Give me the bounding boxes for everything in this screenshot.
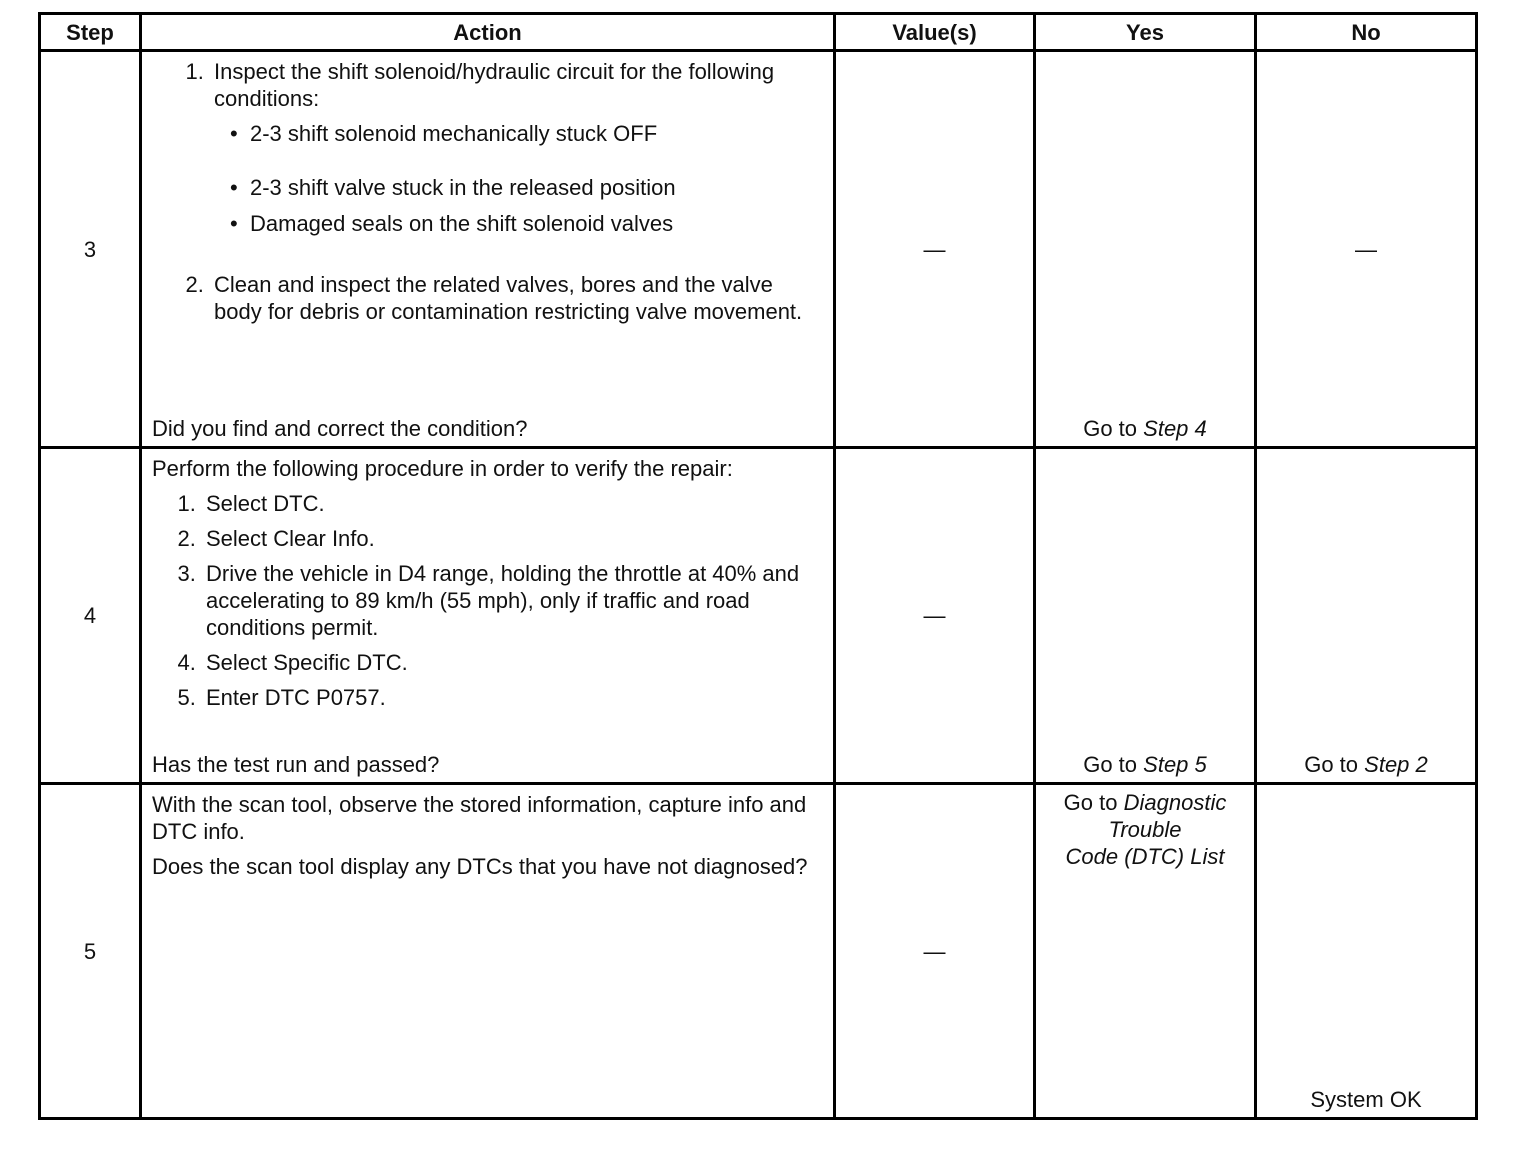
action-step-item: 2. Select Clear Info. — [202, 525, 825, 552]
goto-link[interactable]: Code (DTC) List — [1065, 844, 1225, 869]
action-step-item: 4. Select Specific DTC. — [202, 649, 825, 676]
action-question: Does the scan tool display any DTCs that you have not diagnosed? — [152, 854, 808, 879]
table-row-step-3 — [40, 51, 1477, 448]
action-question: Did you find and correct the condition? — [152, 416, 528, 441]
goto-link[interactable]: Diagnostic — [1123, 790, 1227, 815]
yes-goto[interactable] — [1036, 785, 1254, 870]
no-result: System OK — [1310, 1087, 1422, 1112]
yes-goto[interactable] — [1036, 415, 1254, 442]
table-row-step-5 — [40, 784, 1477, 1119]
yes-cell — [1035, 448, 1256, 784]
no-cell — [1256, 784, 1477, 1119]
yes-cell — [1035, 51, 1256, 448]
goto-prefix: Go to — [1083, 416, 1138, 441]
value-cell: — — [835, 784, 1035, 1119]
header-yes: Yes — [1035, 14, 1256, 51]
goto-prefix: Go to — [1304, 752, 1359, 777]
condition-item: • 2-3 shift valve stuck in the released position — [250, 174, 825, 201]
action-question: Has the test run and passed? — [152, 752, 440, 777]
action-intro: With the scan tool, observe the stored information, capture info and DTC info. — [152, 792, 807, 844]
goto-prefix: Go to — [1083, 752, 1138, 777]
action-cell — [141, 51, 835, 448]
step-number: 3 — [40, 51, 141, 448]
condition-item: • 2-3 shift solenoid mechanically stuck OFF — [250, 120, 825, 147]
diagnostic-table — [38, 12, 1478, 1120]
goto-link[interactable]: Step 4 — [1143, 416, 1207, 441]
goto-prefix: Go to — [1063, 790, 1118, 815]
action-step-item — [210, 58, 825, 237]
value-cell: — — [835, 51, 1035, 448]
faded-text-artifact — [266, 156, 825, 174]
action-step-item: 3. Drive the vehicle in D4 range, holding the throttle at 40% and accelerating to 89 km/h (55 mph), only if traffic and road conditions permit. — [202, 560, 825, 641]
no-cell — [1256, 448, 1477, 784]
header-step: Step — [40, 14, 141, 51]
step-number: 4 — [40, 448, 141, 784]
yes-cell — [1035, 784, 1256, 1119]
action-cell — [141, 784, 835, 1119]
action-cell — [141, 448, 835, 784]
yes-goto[interactable] — [1036, 751, 1254, 778]
header-no: No — [1256, 14, 1477, 51]
condition-item: • Damaged seals on the shift solenoid valves — [250, 210, 825, 237]
step-number: 5 — [40, 784, 141, 1119]
action-step-item: 1. Select DTC. — [202, 490, 825, 517]
header-action: Action — [141, 14, 835, 51]
goto-link[interactable]: Trouble — [1108, 817, 1182, 842]
no-cell: — — [1256, 51, 1477, 448]
header-row — [40, 14, 1477, 51]
action-step-item: 2. Clean and inspect the related valves, bores and the valve body for debris or contamination restricting valve movement. — [210, 271, 825, 325]
action-steps — [152, 58, 825, 325]
value-cell: — — [835, 448, 1035, 784]
action-intro: Perform the following procedure in order to verify the repair: — [152, 456, 733, 481]
action-step-item: 5. Enter DTC P0757. — [202, 684, 825, 711]
goto-link[interactable]: Step 5 — [1143, 752, 1207, 777]
action-step-text: Inspect the shift solenoid/hydraulic circuit for the following conditions: — [214, 59, 775, 111]
action-steps — [152, 490, 825, 711]
table-row-step-4 — [40, 448, 1477, 784]
goto-link[interactable]: Step 2 — [1364, 752, 1428, 777]
no-goto[interactable] — [1257, 751, 1475, 778]
condition-list — [214, 120, 825, 237]
header-values: Value(s) — [835, 14, 1035, 51]
